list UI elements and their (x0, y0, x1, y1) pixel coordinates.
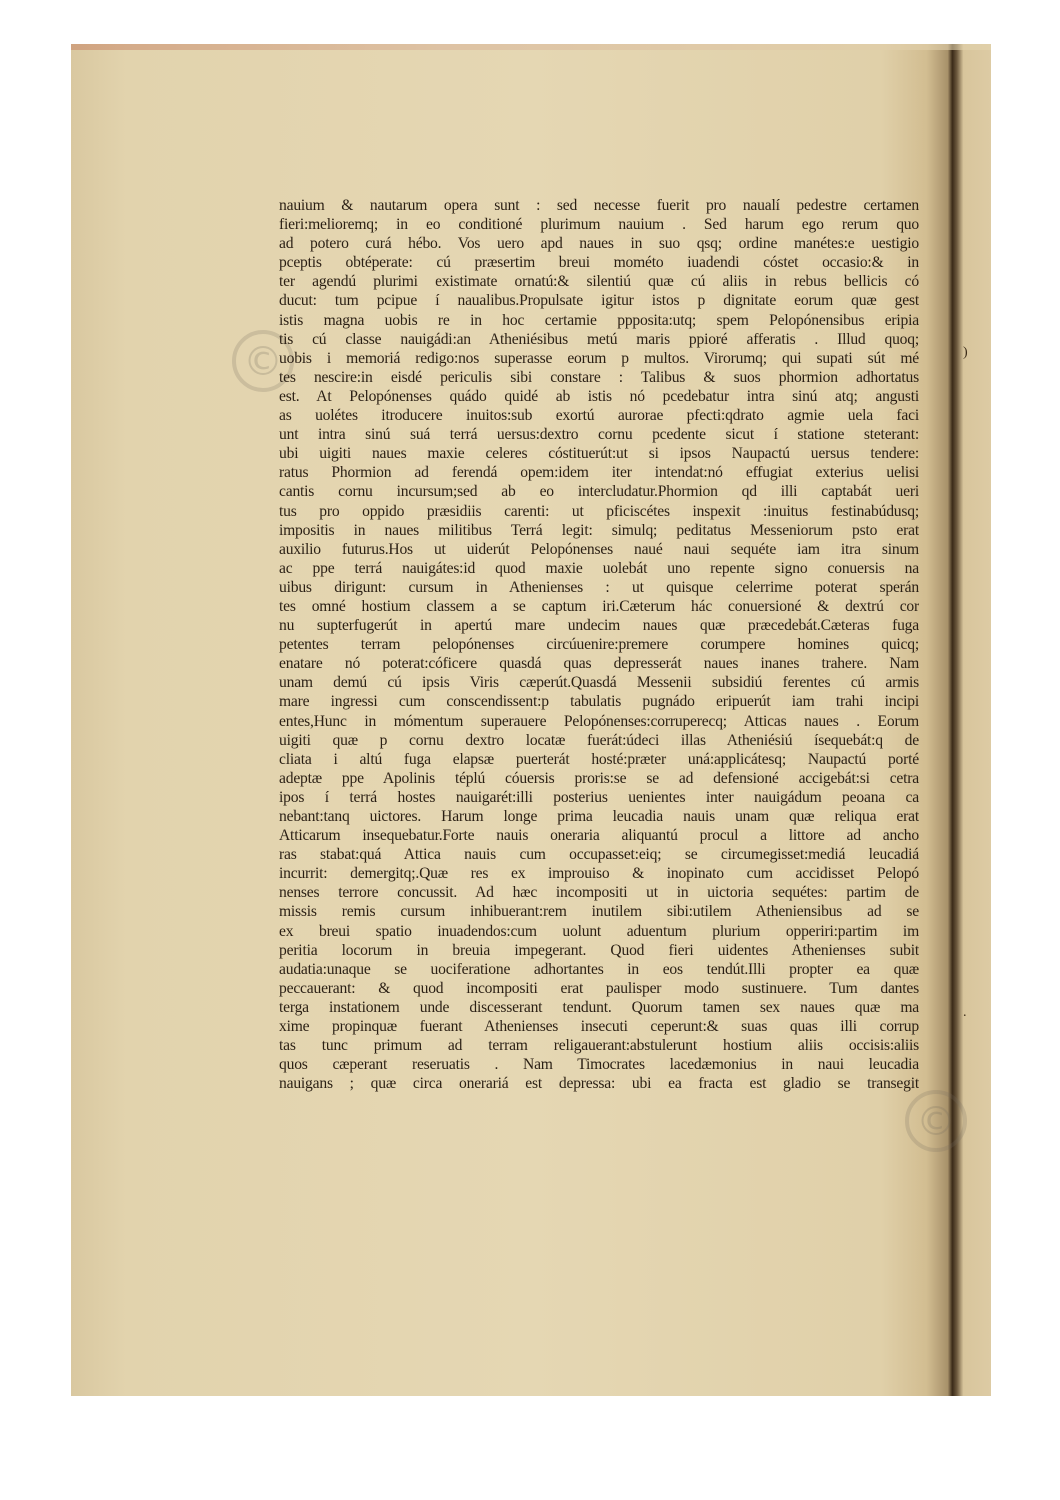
text-line: audatia:unaque se uociferatione adhortantes in eos tendút.Illi propter ea quæ (279, 960, 919, 978)
text-line: impositis in naues militibus Terrá legit: simulq; peditatus Messeniorum psto erat (279, 521, 919, 539)
text-line: peritia locorum in breuia impegerant. Quod fieri uidentes Athenienses subit (279, 941, 919, 959)
text-line: ducut: tum pcipue í naualibus.Propulsate igitur istos p dignitate eorum quæ gest (279, 292, 919, 310)
text-line: unam demú cú ipsis Viris cæperút.Quasdá Messenii subsidiú ferentes cú armis (279, 674, 919, 692)
copyright-watermark-right: © (905, 1090, 967, 1152)
text-line: ubi uigiti naues maxie celeres cóstituerút:ut si ipsos Naupactú uersus tendere: (279, 445, 919, 463)
text-line: petentes terram pelopónenses circúuenire:premere corumpere homines quicq; (279, 636, 919, 654)
text-line: nu supterfugerút in apertú mare undecim naues quæ præcedebát.Cæteras fuga (279, 617, 919, 635)
text-line: uibus dirigunt: cursum in Athenienses : ut quisque celerrime poterat sperán (279, 578, 919, 596)
text-line: tes omné hostium classem a se captum iri.Cæterum hác conuersioné & dextrú cor (279, 597, 919, 615)
text-line: xime propinquæ fuerant Athenienses insecuti ceperunt:& suas quas illi corrup (279, 1018, 919, 1036)
text-line: terga instationem unde discesserant tendunt. Quorum tamen sex naues quæ ma (279, 998, 919, 1016)
text-line: enatare nó poterat:cóficere quasdá quas depresserát naues inanes trahere. Nam (279, 655, 919, 673)
text-line: tas tunc primum ad terram religauerant:abstulerunt hostium aliis occisis:aliis (279, 1037, 919, 1055)
text-line: nauigans ; quæ circa onerariá est depressa: ubi ea fracta est gladio se transegit (279, 1075, 919, 1093)
text-line: cantis cornu incursum;sed ab eo intercludatur.Phormion qd illi captabát ueri (279, 483, 919, 501)
text-line: fieri:melioremq; in eo conditioné plurimum nauium . Sed harum ego rerum quo (279, 216, 919, 234)
text-line: auxilio futurus.Hos ut uiderút Pelopónenses naué naui sequéte iam itra sinum (279, 540, 919, 558)
text-line: ter agendú plurimi existimate ornatú:& silentiú quæ cú aliis in rebus bellicis có (279, 273, 919, 291)
text-line: tus pro oppido præsidiis carenti: ut pficiscétes inspexit :inuitus festinabúdusq; (279, 502, 919, 520)
text-line: missis remis cursum inhibuerant:rem inutilem sibi:utilem Atheniensibus ad se (279, 903, 919, 921)
text-line: ac ppe terrá nauigátes:id quod maxie uolebát uno repente signo conuersis na (279, 559, 919, 577)
text-line: nebant:tanq uictores. Harum longe prima leucadia nauis unam quæ reliqua erat (279, 808, 919, 825)
text-line: mare ingressi cum conscendissent:p tabulatis pugnádo eripuerút iam trahi incipi (279, 693, 919, 711)
text-line: incurrit: demergitq;.Quæ res ex improuiso & inopinato cum accidisset Pelopó (279, 865, 919, 883)
text-line: tes nescire:in eisdé periculis sibi constare : Talibus & suos phormion adhortatus (279, 368, 919, 386)
text-line: entes,Hunc in mómentum superauere Pelopónenses:corruperecq; Atticas naues . Eorum (279, 712, 919, 730)
text-line: nauium & nautarum opera sunt : sed necesse fuerit pro naualí pedestre certamen (279, 197, 919, 214)
margin-mark: ) (963, 345, 968, 360)
text-line: Atticarum insequebatur.Forte nauis oneraria aliquantú procul a littore ad ancho (279, 827, 919, 845)
text-line: uobis i memoriá redigo:nos superasse eorum p multos. Virorumq; qui supati sút mé (279, 349, 919, 367)
text-line: ipos í terrá hostes nauigarét:illi posterius uenientes inter nauigádum peoana ca (279, 788, 919, 806)
body-text (279, 196, 919, 1093)
text-line: ras stabat:quá Attica nauis cum occupasset:eiq; se circumegisset:mediá leucadiá (279, 846, 919, 864)
text-line: quos cæperant reseruatis . Nam Timocrates lacedæmonius in naui leucadia (279, 1056, 919, 1074)
text-line: cliata i altú fuga elapsæ puerterát hosté:præter uná:applicátesq; Naupactú porté (279, 750, 919, 768)
text-line: istis magna uobis re in hoc certamie ppposita:utq; spem Pelopónensibus eripia (279, 311, 919, 329)
text-line: ad potero curá hébo. Vos uero apd naues in suo qsq; ordine manétes:e uestigio (279, 235, 919, 253)
text-line: peccauerant: & quod incompositi erat paulisper modo sustinuere. Tum dantes (279, 979, 919, 997)
text-line: ratus Phormion ad ferendá opem:idem iter intendat:nó effugiat exterius uelisi (279, 464, 919, 482)
text-line: tis cú classe nauigádi:an Atheniésibus metú maris ppioré afferatis . Illud quoq; (279, 330, 919, 348)
text-line: as uolétes itroducere inuitos:sub exortú aurorae pfecti:qdrato agmie uela faci (279, 407, 919, 425)
text-line: est. At Pelopónenses quádo quidé ab istis nó pcedebatur intra sinú atq; angusti (279, 387, 919, 405)
margin-mark: . (963, 1005, 967, 1020)
text-line: adeptæ ppe Apolinis téplú cóuersis proris:se se ad defensioné accigebát:si cetra (279, 769, 919, 787)
copyright-watermark-left: © (232, 330, 294, 392)
text-line: pceptis obtéperate: cú præsertim breui mométo iuadendi cóstet occasio:& in (279, 254, 919, 272)
text-line: nenses terrore concussit. Ad hæc incompositi ut in uictoria sequétes: partim de (279, 884, 919, 902)
text-line: uigiti quæ p cornu dextro locatæ fuerát:údeci illas Atheniésiú ísequebát:q de (279, 731, 919, 749)
text-line: ex breui spatio inuadendos:cum uolunt aduentum plurium opperiri:partim im (279, 922, 919, 940)
text-line: unt intra sinú suá terrá uersus:dextro cornu pcedente sicut í statione steterant: (279, 426, 919, 444)
